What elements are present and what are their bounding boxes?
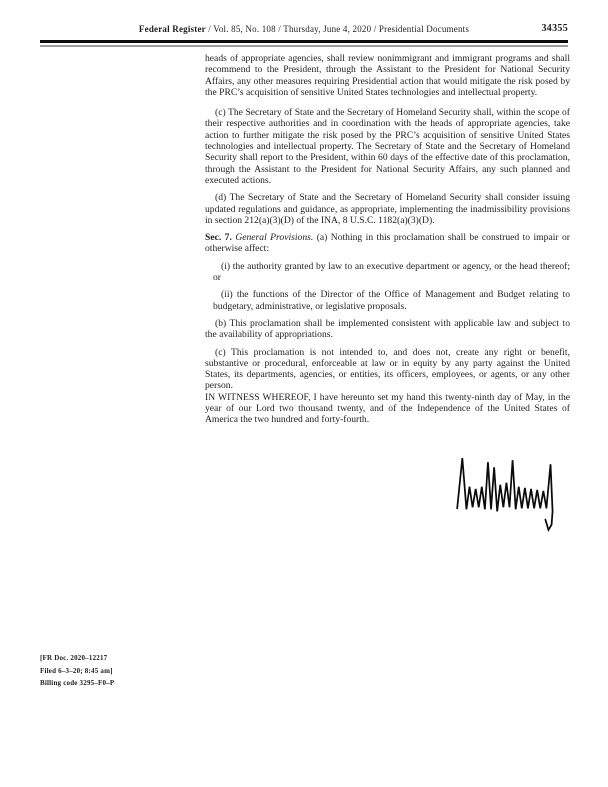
- fr-doc-footer: [40, 652, 114, 690]
- document-body: [205, 53, 570, 426]
- paragraph-c2: (c) This proclamation is not intended to, and does not, create any right or benefit, substantive or procedural, enforceable at law or in equity by any party against the United States, its departments, agencies, or entities, its officers, employees, or agents, or any other person.: [205, 346, 570, 392]
- page-header: [40, 24, 568, 47]
- header-rule-thin: [40, 45, 568, 47]
- paragraph-d: (d) The Secretary of State and the Secretary of Homeland Security shall consider issuing updated regulations and guidance, as appropriate, implementing the inadmissibility provisions in section 212(a)(3)(D) of the INA, 8 U.S.C. 1182(a)(3)(D).: [205, 192, 570, 226]
- section-text: (a) Nothing in this proclamation shall be construed to impair or otherwise affect:: [205, 232, 570, 255]
- issue-info: / Vol. 85, No. 108 / Thursday, June 4, 2020 / Presidential Documents: [208, 24, 470, 34]
- paragraph-continuation: heads of appropriate agencies, shall review nonimmigrant and immigrant programs and shall recommend to the President, through the Assistant to the President for National Security Affairs, any other measures requiring Presidential action that would mitigate the risk posed by the PRC’s acquisition of sensitive United States technologies and intellectual property.: [205, 53, 570, 98]
- subparagraph-i: (i) the authority granted by law to an executive department or agency, or the head thereof; or: [213, 260, 570, 284]
- section-title: General Provisions.: [235, 232, 314, 244]
- billing-code: Billing code 3295–F0–P: [40, 679, 115, 687]
- filed-date: Filed 6–3–20; 8:45 am]: [40, 666, 113, 675]
- paragraph-c: (c) The Secretary of State and the Secretary of Homeland Security shall, within the scope of their respective authorities and in coordination with the heads of appropriate agencies, take action to further mitigate the risk posed by the PRC’s acquisition of sensitive United States technologies and intellectual property. The Secretary of State and the Secretary of Homeland Security shall report to the President, within 60 days of the effective date of this proclamation, through the Assistant to the President for National Security Affairs, any such planned and executed actions.: [205, 107, 570, 186]
- page-number: 34355: [541, 23, 568, 34]
- subparagraph-ii: (ii) the functions of the Director of the Office of Management and Budget relating to budgetary, administrative, or legislative proposals.: [213, 289, 570, 312]
- section-label: Sec. 7.: [205, 232, 232, 244]
- presidential-signature: [452, 455, 567, 535]
- paragraph-sec-7: [205, 232, 570, 255]
- signature-icon: [452, 455, 567, 535]
- publication-name: Federal Register: [138, 24, 206, 34]
- running-head: [40, 24, 568, 40]
- header-rule-thick: [40, 40, 568, 43]
- paragraph-in-witness: IN WITNESS WHEREOF, I have hereunto set my hand this twenty-ninth day of May, in the year of our Lord two thousand twenty, and of the Independence of the United States of America the two hundred and forty-fourth.: [205, 391, 570, 426]
- fr-doc-number: [FR Doc. 2020–12217: [40, 654, 108, 662]
- paragraph-b: (b) This proclamation shall be implemented consistent with applicable law and subject to the availability of appropriations.: [205, 317, 570, 341]
